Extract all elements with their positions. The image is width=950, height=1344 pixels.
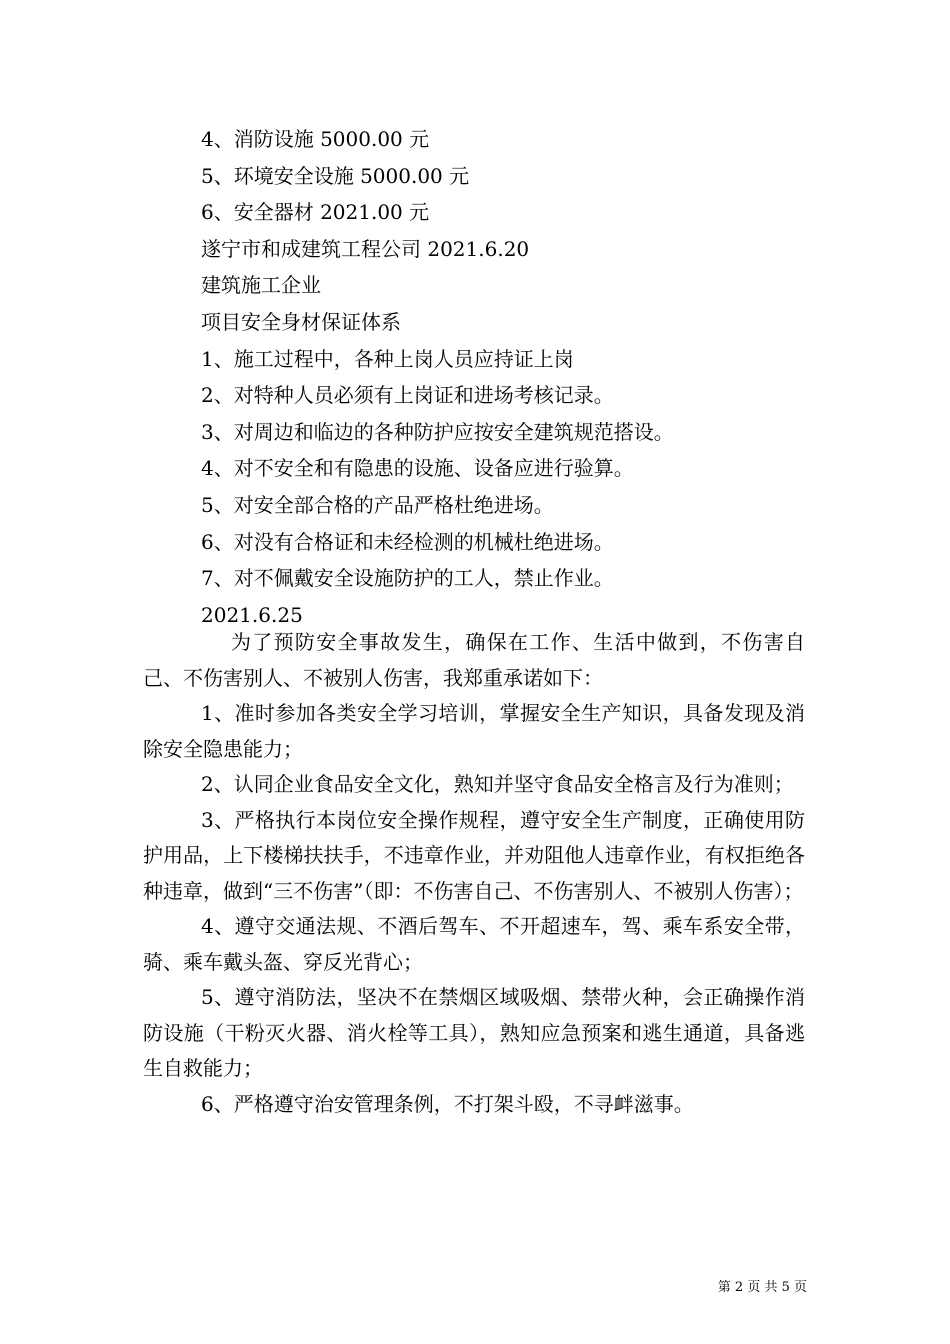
- section-title-system: 项目安全身材保证体系: [201, 309, 401, 334]
- section-title-enterprise: 建筑施工企业: [201, 273, 321, 298]
- fund-item-safety-equipment: 6、安全器材 2021.00 元: [201, 200, 430, 225]
- system-rule-2: 2、对特种人员必须有上岗证和进场考核记录。: [201, 383, 614, 408]
- pledge-item-1: 1、准时参加各类安全学习培训，掌握安全生产知识，具备发现及消除安全隐患能力；: [143, 701, 805, 761]
- document-line-list: [201, 121, 841, 633]
- pledge-intro: 为了预防安全事故发生，确保在工作、生活中做到，不伤害自己、不伤害别人、不被别人伤害，我郑重承诺如下：: [143, 630, 805, 690]
- page-number: 第 2 页 共 5 页: [717, 1280, 807, 1295]
- system-rule-1: 1、施工过程中，各种上岗人员应持证上岗: [201, 346, 574, 371]
- pledge-item-2: 2、认同企业食品安全文化，熟知并坚守食品安全格言及行为准则；: [201, 772, 794, 796]
- system-rule-7: 7、对不佩戴安全设施防护的工人，禁止作业。: [201, 566, 614, 591]
- fund-item-fire-facilities: 4、消防设施 5000.00 元: [201, 127, 430, 151]
- system-date: 2021.6.25: [201, 602, 303, 627]
- system-rule-3: 3、对周边和临边的各种防护应按安全建筑规范搭设。: [201, 419, 674, 444]
- system-rule-4: 4、对不安全和有隐患的设施、设备应进行验算。: [201, 456, 634, 481]
- pledge-item-3: 3、严格执行本岗位安全操作规程，遵守安全生产制度，正确使用防护用品，上下楼梯扶扶手，不违章作业，并劝阻他人违章作业，有权拒绝各种违章，做到“三不伤害”（即：不伤害自己、不伤害别人、不被别人伤害）；: [143, 807, 805, 903]
- company-signature-date: 遂宁市和成建筑工程公司 2021.6.20: [201, 236, 530, 261]
- pledge-item-4: 4、遵守交通法规、不酒后驾车、不开超速车，驾、乘车系安全带，骑、乘车戴头盔、穿反光背心；: [143, 914, 805, 974]
- pledge-item-5: 5、遵守消防法，坚决不在禁烟区域吸烟、禁带火种，会正确操作消防设施（干粉灭火器、消火栓等工具），熟知应急预案和逃生通道，具备逃生自救能力；: [143, 985, 805, 1080]
- system-rule-6: 6、对没有合格证和未经检测的机械杜绝进场。: [201, 529, 614, 554]
- pledge-item-6: 6、严格遵守治安管理条例，不打架斗殴，不寻衅滋事。: [201, 1091, 694, 1116]
- system-rule-5: 5、对安全部合格的产品严格杜绝进场。: [201, 492, 554, 517]
- safety-pledge: [143, 625, 805, 1122]
- fund-item-environment-facilities: 5、环境安全设施 5000.00 元: [201, 163, 470, 188]
